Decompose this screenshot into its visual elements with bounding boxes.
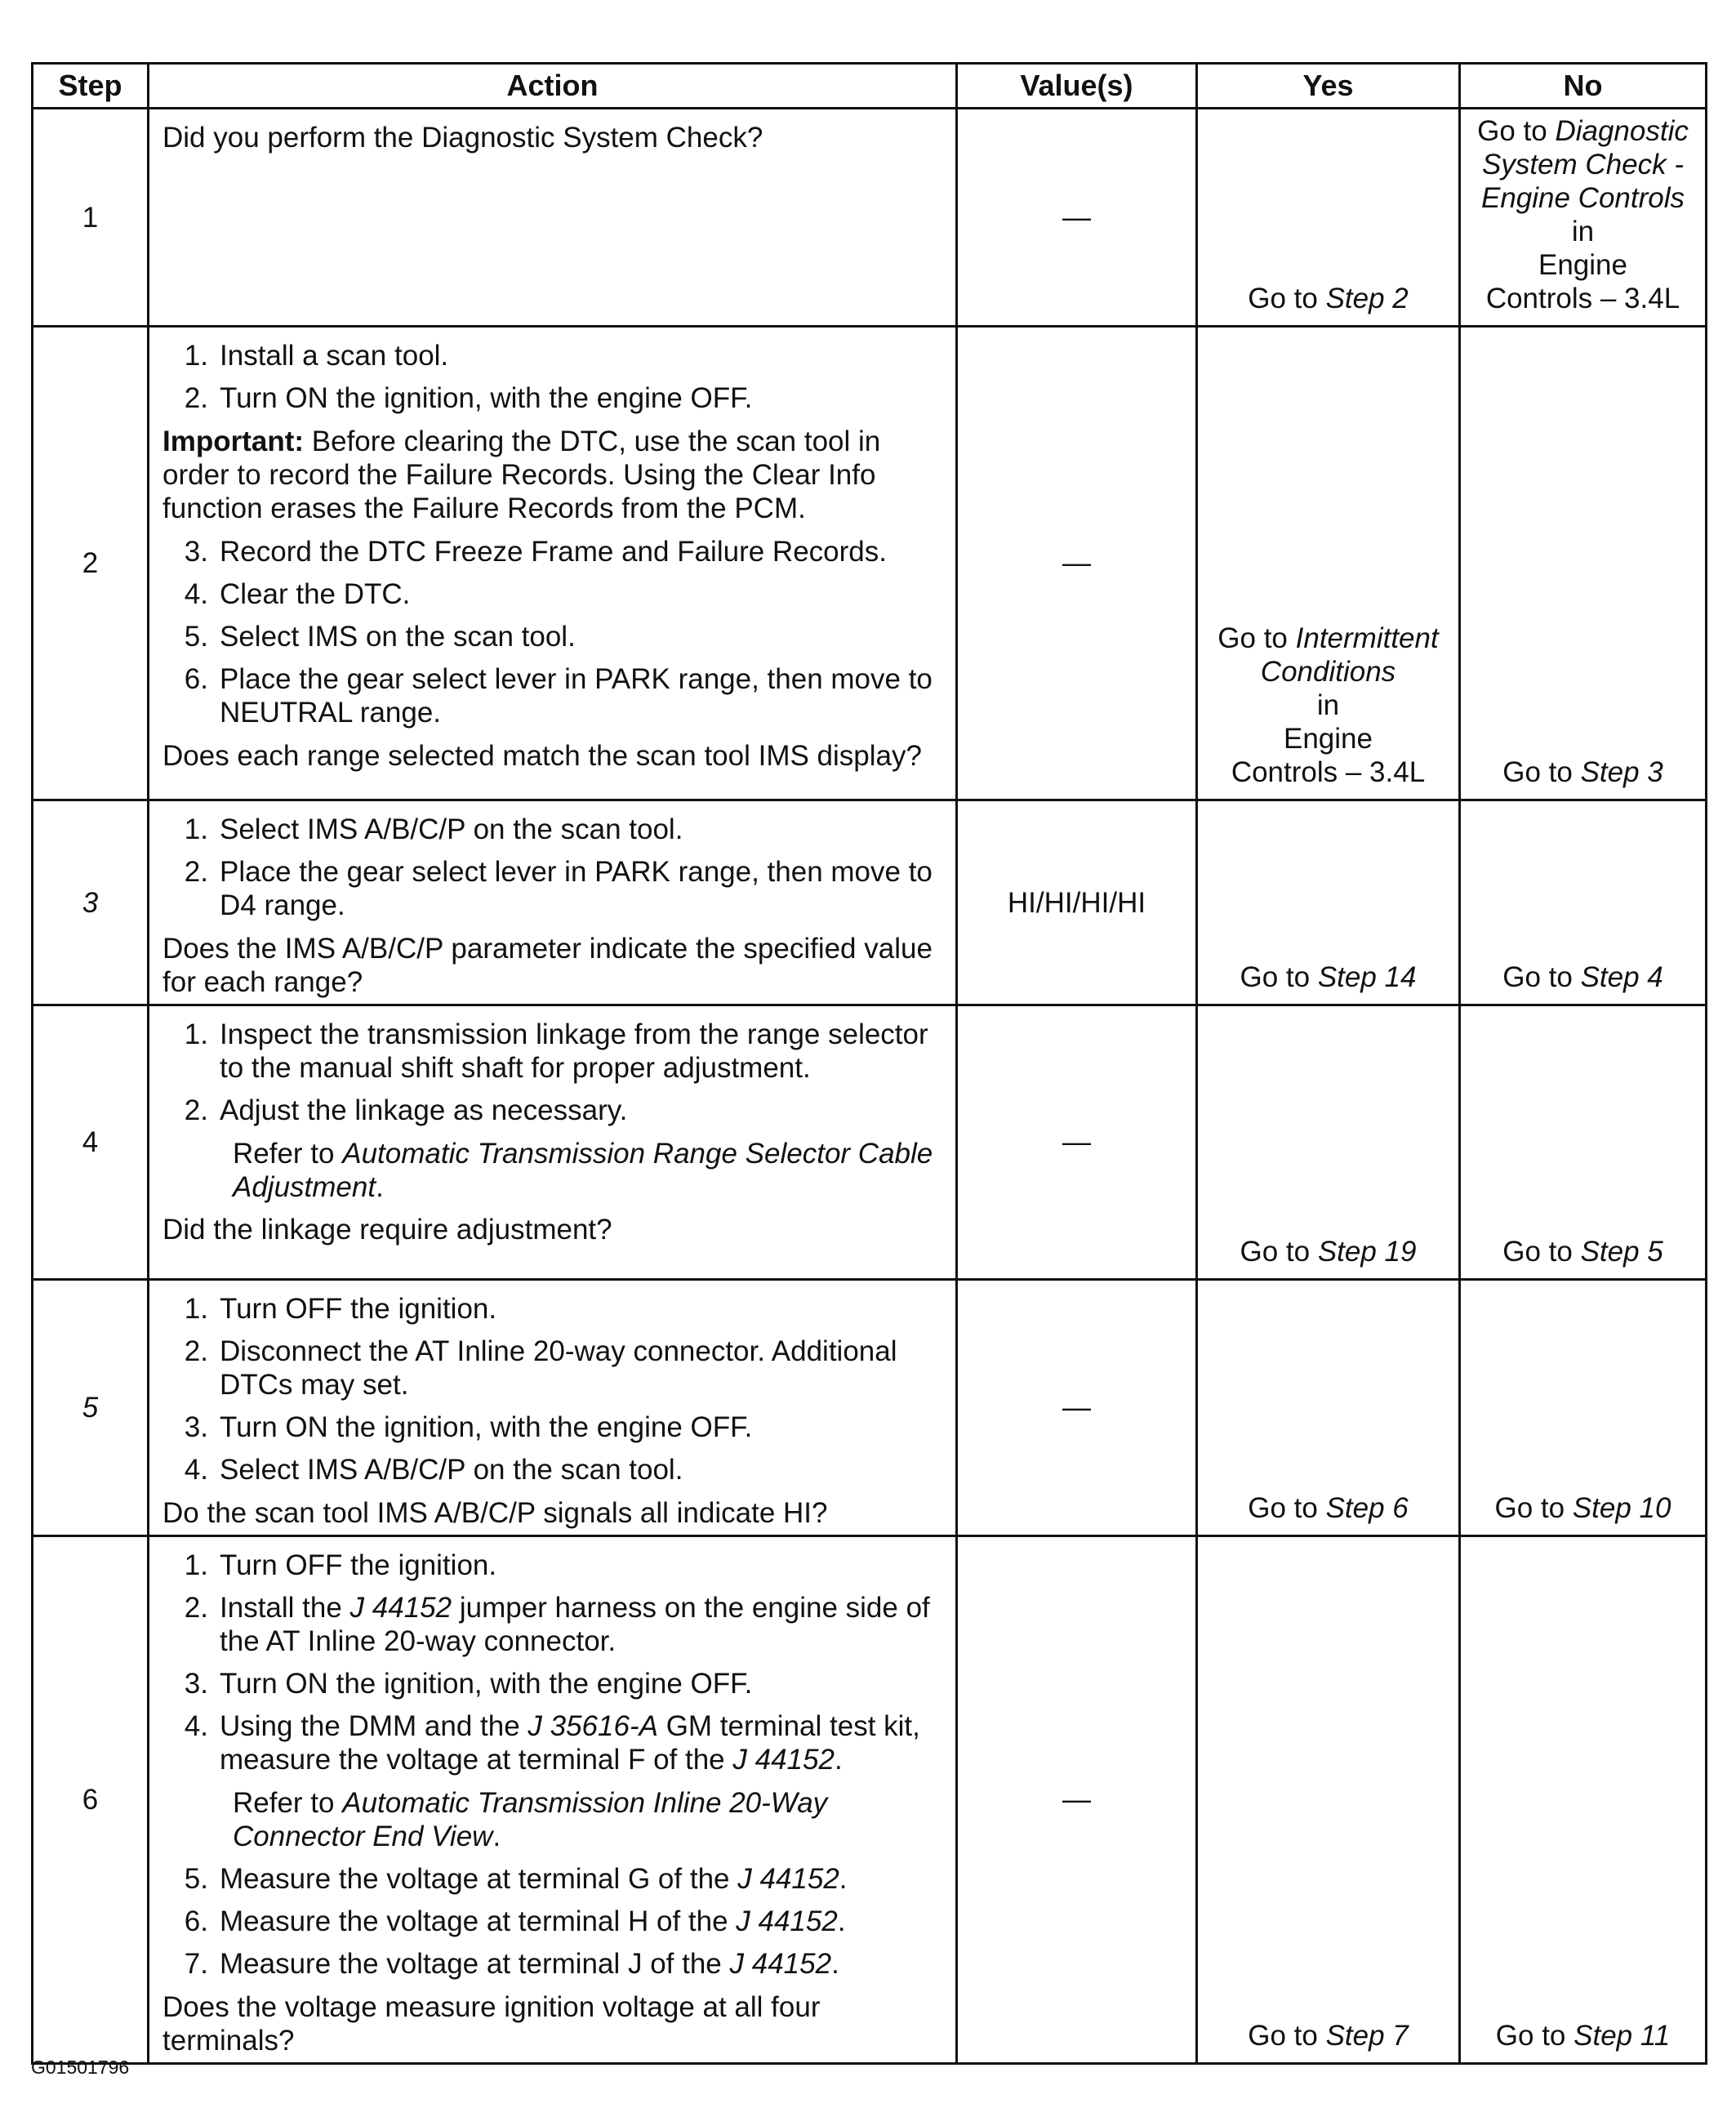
list-item: 3. Record the DTC Freeze Frame and Failure Records. xyxy=(184,536,887,568)
action-question: Does the IMS A/B/C/P parameter indicate the specified value for each range? xyxy=(162,933,933,998)
action-list xyxy=(162,339,944,415)
list-item: 6. Measure the voltage at terminal H of the J 44152. xyxy=(184,1905,846,1937)
yes-step-link[interactable]: Step 7 xyxy=(1325,2020,1409,2052)
list-item: 2. Place the gear select lever in PARK range, then move to D4 range. xyxy=(184,856,933,921)
value-cell: — xyxy=(957,109,1197,327)
value-cell: — xyxy=(957,327,1197,800)
tool-j44152: J 44152 xyxy=(737,1863,839,1895)
yes-prefix: Go to xyxy=(1248,2020,1326,2052)
no-step-link[interactable]: Step 3 xyxy=(1580,756,1663,788)
table-row xyxy=(33,109,1707,327)
header-no: No xyxy=(1460,64,1707,109)
list-item: 2. Disconnect the AT Inline 20-way connector. Additional DTCs may set. xyxy=(184,1335,897,1401)
list-item: 5. Select IMS on the scan tool. xyxy=(184,621,576,653)
list-item: 1. Turn OFF the ignition. xyxy=(184,1293,497,1325)
action-question: Do the scan tool IMS A/B/C/P signals all indicate HI? xyxy=(162,1497,828,1529)
no-prefix: Go to xyxy=(1502,1236,1581,1268)
refer-link[interactable]: Automatic Transmission Inline 20-Way Connector End View xyxy=(233,1787,828,1852)
list-item: 1. Turn OFF the ignition. xyxy=(184,1549,497,1581)
refer-note: Refer to Automatic Transmission Range Selector Cable Adjustment. xyxy=(233,1138,933,1203)
figure-id: G01501796 xyxy=(31,2057,130,2078)
list-item: 4. Using the DMM and the J 35616-A GM terminal test kit, measure the voltage at terminal F of the J 44152. xyxy=(184,1710,920,1776)
action-question: Did the linkage require adjustment? xyxy=(162,1214,612,1246)
table-row xyxy=(33,1280,1707,1536)
yes-step-link[interactable]: Step 2 xyxy=(1325,283,1409,314)
list-item: 5. Measure the voltage at terminal G of the J 44152. xyxy=(184,1863,848,1895)
refer-note: Refer to Automatic Transmission Inline 20-Way Connector End View. xyxy=(233,1787,828,1852)
action-question: Did you perform the Diagnostic System Check? xyxy=(162,122,763,154)
no-link-line1[interactable]: Diagnostic xyxy=(1555,115,1689,147)
value-cell: — xyxy=(957,1536,1197,2064)
tool-j44152: J 44152 xyxy=(349,1592,452,1624)
action-cell xyxy=(149,800,957,1005)
no-prefix: Go to xyxy=(1494,1492,1573,1524)
table-header-row xyxy=(33,64,1707,109)
yes-cell xyxy=(1197,1005,1460,1280)
important-note xyxy=(162,425,944,525)
tool-j44152: J 44152 xyxy=(732,1744,835,1776)
step-number: 3 xyxy=(33,800,149,1005)
important-label: Important: xyxy=(162,426,305,457)
list-item: 6. Place the gear select lever in PARK range, then move to NEUTRAL range. xyxy=(184,663,933,729)
action-cell xyxy=(149,1005,957,1280)
value-cell: HI/HI/HI/HI xyxy=(957,800,1197,1005)
yes-cell xyxy=(1197,800,1460,1005)
no-link-line3[interactable]: Engine Controls xyxy=(1480,182,1685,214)
no-step-link[interactable]: Step 5 xyxy=(1580,1236,1663,1268)
diagnostic-table xyxy=(31,62,1707,2065)
list-item: 1. Select IMS A/B/C/P on the scan tool. xyxy=(184,813,683,845)
value-cell: — xyxy=(957,1280,1197,1536)
step-number: 6 xyxy=(33,1536,149,2064)
important-text: Before clearing the DTC, use the scan tool in order to record the Failure Records. Using the Clear Info function erases the Failure Records from the PCM. xyxy=(162,426,881,524)
header-yes: Yes xyxy=(1197,64,1460,109)
list-item: 1. Inspect the transmission linkage from the range selector to the manual shift shaft for proper adjustment. xyxy=(184,1018,928,1084)
action-question: Does each range selected match the scan tool IMS display? xyxy=(162,740,922,772)
no-manual-line1: Engine xyxy=(1538,249,1627,281)
yes-prefix: Go to xyxy=(1240,1236,1318,1268)
no-cell xyxy=(1460,327,1707,800)
list-item: 4. Clear the DTC. xyxy=(184,578,411,610)
action-question: Does the voltage measure ignition voltage at all four terminals? xyxy=(162,1991,821,2057)
no-prefix: Go to xyxy=(1502,756,1581,788)
tool-j44152: J 44152 xyxy=(736,1905,838,1937)
no-cell xyxy=(1460,109,1707,327)
table-row xyxy=(33,327,1707,800)
no-step-link[interactable]: Step 4 xyxy=(1580,961,1663,993)
tool-j44152: J 44152 xyxy=(729,1948,832,1980)
yes-step-link[interactable]: Step 6 xyxy=(1325,1492,1409,1524)
list-item: 2. Adjust the linkage as necessary. xyxy=(184,1094,628,1126)
yes-prefix: Go to xyxy=(1217,622,1296,654)
action-list xyxy=(162,813,944,922)
yes-manual-line1: Engine xyxy=(1284,723,1373,755)
table-row xyxy=(33,1005,1707,1280)
refer-link[interactable]: Automatic Transmission Range Selector Cable Adjustment xyxy=(233,1138,933,1203)
table-row xyxy=(33,1536,1707,2064)
yes-cell xyxy=(1197,109,1460,327)
step-number: 2 xyxy=(33,327,149,800)
yes-prefix: Go to xyxy=(1240,961,1318,993)
action-cell xyxy=(149,327,957,800)
list-item: 4. Select IMS A/B/C/P on the scan tool. xyxy=(184,1454,683,1486)
header-action: Action xyxy=(149,64,957,109)
yes-cell xyxy=(1197,1536,1460,2064)
action-cell xyxy=(149,109,957,327)
action-cell xyxy=(149,1536,957,2064)
header-step: Step xyxy=(33,64,149,109)
action-list xyxy=(162,535,944,729)
action-list xyxy=(162,1292,944,1486)
step-number: 1 xyxy=(33,109,149,327)
header-values: Value(s) xyxy=(957,64,1197,109)
list-item: 2. Install the J 44152 jumper harness on the engine side of the AT Inline 20-way connector. xyxy=(184,1592,930,1657)
yes-link-line1[interactable]: Intermittent xyxy=(1295,622,1439,654)
yes-step-link[interactable]: Step 14 xyxy=(1317,961,1417,993)
no-link-line2[interactable]: System Check - xyxy=(1482,149,1684,181)
no-in: in xyxy=(1571,216,1595,247)
action-list xyxy=(162,1549,944,1776)
no-prefix: Go to xyxy=(1495,2020,1574,2052)
list-item: 3. Turn ON the ignition, with the engine OFF. xyxy=(184,1668,753,1700)
no-cell xyxy=(1460,1280,1707,1536)
list-item: 2. Turn ON the ignition, with the engine OFF. xyxy=(184,382,753,414)
no-cell xyxy=(1460,800,1707,1005)
diagnostic-table-sheet xyxy=(31,62,1705,2065)
step-number: 5 xyxy=(33,1280,149,1536)
no-step-link[interactable]: Step 10 xyxy=(1572,1492,1671,1524)
no-cell xyxy=(1460,1005,1707,1280)
yes-prefix: Go to xyxy=(1248,283,1326,314)
action-list xyxy=(162,1018,944,1127)
no-cell xyxy=(1460,1536,1707,2064)
yes-prefix: Go to xyxy=(1248,1492,1326,1524)
no-step-link[interactable]: Step 11 xyxy=(1574,2020,1671,2052)
no-prefix: Go to xyxy=(1502,961,1581,993)
yes-cell xyxy=(1197,1280,1460,1536)
no-manual-line2: Controls – 3.4L xyxy=(1485,283,1680,314)
action-cell xyxy=(149,1280,957,1536)
yes-cell xyxy=(1197,327,1460,800)
yes-link-line2[interactable]: Conditions xyxy=(1260,656,1396,688)
yes-step-link[interactable]: Step 19 xyxy=(1317,1236,1417,1268)
list-item: 1. Install a scan tool. xyxy=(184,340,449,372)
list-item: 3. Turn ON the ignition, with the engine OFF. xyxy=(184,1411,753,1443)
no-prefix: Go to xyxy=(1477,115,1556,147)
yes-manual-line2: Controls – 3.4L xyxy=(1231,756,1426,788)
yes-in: in xyxy=(1316,689,1340,721)
action-list xyxy=(162,1862,944,1981)
value-cell: — xyxy=(957,1005,1197,1280)
list-item: 7. Measure the voltage at terminal J of the J 44152. xyxy=(184,1948,839,1980)
table-row xyxy=(33,800,1707,1005)
step-number: 4 xyxy=(33,1005,149,1280)
tool-j35616a: J 35616-A xyxy=(527,1710,658,1742)
